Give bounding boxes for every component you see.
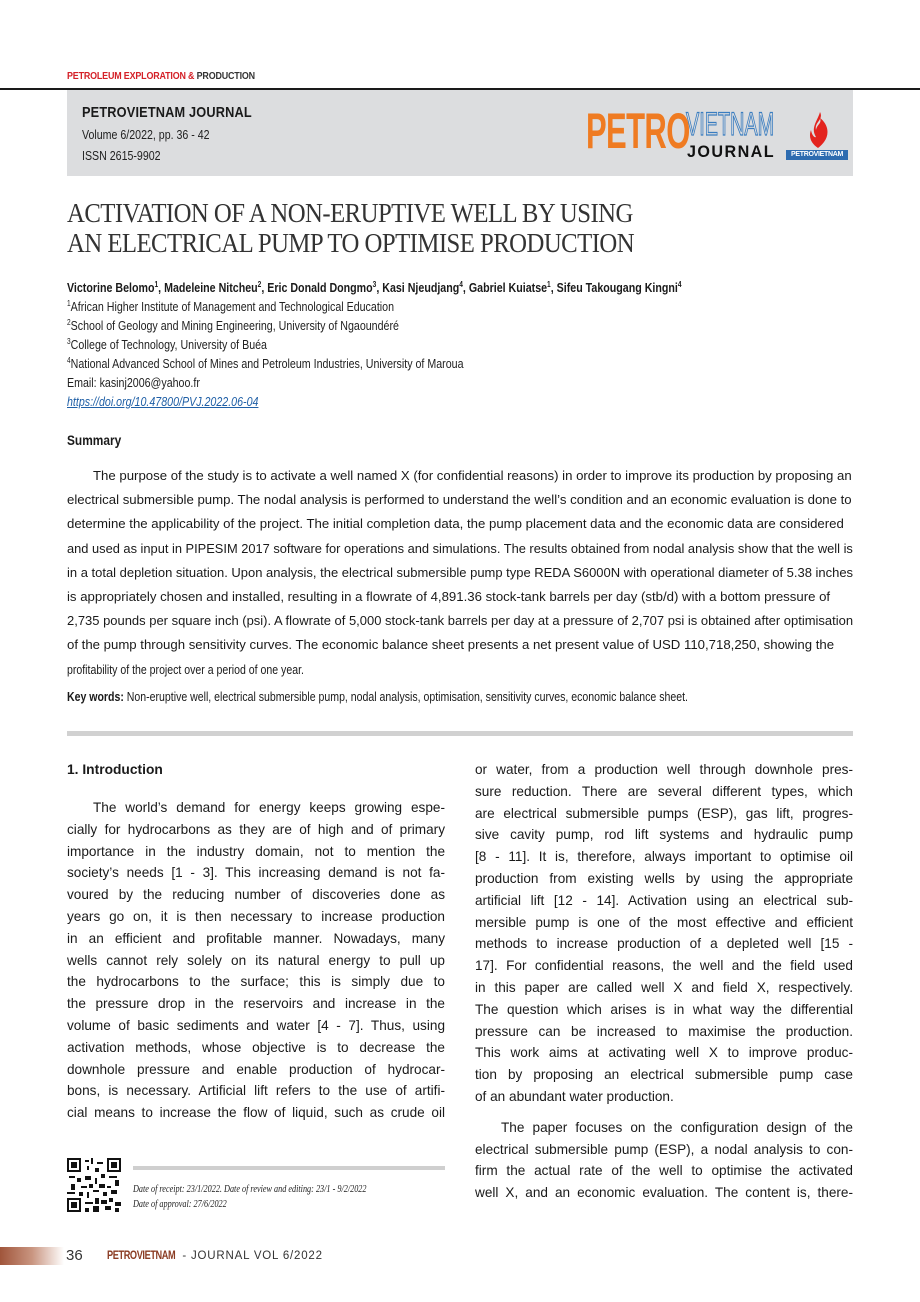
right-column (475, 759, 853, 1204)
body-line: cial means to increase the flow of liquid, such as crude oil (67, 1105, 445, 1121)
affiliation (67, 299, 394, 314)
body-line: This work aims at activating well X to improve produc- (475, 1045, 853, 1061)
body-line: mersible pump is one of the most effective and efficient (475, 914, 853, 930)
body-line: sure reduction. There are several different types, which (475, 783, 853, 799)
summary-line: of the pump through sensitivity curves. The economic balance sheet presents a net present value of USD 110,718,250, showing the (67, 637, 835, 653)
body-line: activation methods, whose objective is to decrease the (67, 1039, 445, 1055)
body-line: years go on, it is then necessary to increase production (67, 908, 445, 924)
body-line: artificial lift [12 - 14]. Activation using an electrical sub- (475, 892, 853, 908)
keywords (67, 689, 688, 704)
summary-line: electrical submersible pump. The nodal analysis is performed to understand the well’s condition and an economic evaluation is done to (67, 492, 852, 508)
body-line: The paper focuses on the configuration design of the (501, 1119, 853, 1135)
body-line: volume of basic sediments and water [4 - 7]. Thus, using (67, 1017, 445, 1033)
article-title (67, 198, 634, 258)
author-affiliation-mark: 1 (547, 280, 551, 289)
body-line: society’s needs [1 - 3]. This increasing demand is not fa- (67, 865, 445, 881)
body-line: methods to increase production of a depleted well [15 - (475, 936, 853, 952)
affiliation-number: 3 (67, 337, 71, 346)
summary-line: is appropriately chosen and installed, resulting in a flowrate of 4,891.36 stock-tank barrels per day (stb/d) with a bottom pressure of (67, 589, 831, 605)
affiliation-text: National Advanced School of Mines and Petroleum Industries, University of Maroua (70, 356, 464, 371)
body-line: wells cannot rely solely on its natural energy to pull up (67, 952, 445, 968)
author-name: Eric Donald Dongmo (267, 280, 373, 295)
footer-journal-text: - JOURNAL VOL 6/2022 (178, 1250, 323, 1262)
author-name: Sifeu Takougang Kingni (556, 280, 678, 295)
author-affiliation-mark: 3 (372, 280, 377, 289)
summary-line: determine the applicability of the project. The initial completion data, the pump placement data and the economic data are considered (67, 516, 844, 532)
author-affiliation-mark: 1 (154, 280, 159, 289)
summary-line: and used as input in PIPESIM 2017 software for operations and simulations. The results obtained from nodal analysis show that the well is (67, 540, 853, 556)
body-line: voured by the reducing number of discoveries done as (67, 887, 445, 903)
body-line: bons, is necessary. Artificial lift refers to the use of artifi- (67, 1083, 445, 1099)
body-line: cially for hydrocarbons as they are of high and of primary (67, 821, 445, 837)
affiliation-text: School of Geology and Mining Engineering, University of Ngaoundéré (70, 318, 399, 333)
article-title-line-1: ACTIVATION OF A NON-ERUPTIVE WELL BY USING (67, 197, 633, 228)
keywords-text: Non-eruptive well, electrical submersible pump, nodal analysis, optimisation, sensitivity curves, economic balance sheet. (123, 689, 688, 704)
affiliation-number: 4 (67, 356, 71, 365)
affiliation-number: 1 (67, 299, 71, 308)
introduction-heading: 1. Introduction (67, 762, 163, 777)
body-line: electrical submersible pump (ESP), a nodal analysis to con- (475, 1141, 853, 1157)
summary-line: The purpose of the study is to activate a well named X (for confidential reasons) in order to improve its production by proposing an (93, 468, 852, 483)
body-line: The question which arises is in what way the differential (475, 1001, 853, 1017)
body-line: The world’s demand for energy keeps growing espe- (93, 800, 445, 815)
body-line: tion by proposing an electrical submersible pump case (475, 1067, 853, 1083)
body-line: [8 - 11]. It is, therefore, always important to optimise oil (475, 849, 853, 865)
affiliation (67, 337, 267, 352)
body-line: the pressure drop in the reservoirs and increase in the (67, 996, 445, 1012)
author-email[interactable]: Email: kasinj2006@yahoo.fr (67, 375, 200, 390)
affiliation-text: College of Technology, University of Buéa (70, 337, 267, 352)
page-number-gradient-bar (0, 1247, 64, 1265)
body-line: pressure can be increased to maximise the production. (475, 1023, 853, 1039)
affiliation-number: 2 (67, 318, 71, 327)
body-line: production from existing wells by using the appropriate (475, 870, 853, 886)
logo-vietnam-text: VIETNAM (686, 106, 775, 142)
summary-line: profitability of the project over a period of one year. (67, 661, 304, 677)
affiliation (67, 356, 464, 371)
author-name: Victorine Belomo (67, 280, 155, 295)
petrovietnam-journal-logo (586, 104, 852, 166)
summary-line: in a total depletion situation. Upon analysis, the electrical submersible pump type REDA S6000N with operational diameter of 5.38 inches (67, 564, 854, 580)
body-line: importance in the industry domain, not to mention the (67, 843, 445, 859)
journal-volume: Volume 6/2022, pp. 36 - 42 (82, 128, 210, 142)
page-number: 36 (66, 1247, 83, 1264)
author-list: Victorine Belomo$^1$, Madeleine Nitcheu$^2$, Eric Donald Dongmo$^3$, Kasi Njeudjang$^4$, Gabriel Kuiatse$^1$, Sifeu Takougang Kingni$^4$ (67, 280, 682, 295)
article-title-line-2: AN ELECTRICAL PUMP TO OPTIMISE PRODUCTION (67, 227, 635, 258)
doi-link-text[interactable]: https://doi.org/10.47800/PVJ.2022.06-04 (67, 394, 259, 409)
doi-link[interactable] (67, 394, 258, 409)
body-line: the hydrocarbons to the surface; this is simply due to (67, 974, 445, 990)
body-line: firm the actual rate of the well to optimise the activated (475, 1163, 853, 1179)
keywords-label: Key words: (67, 689, 124, 704)
affiliation-text: African Higher Institute of Management and Technological Education (70, 299, 395, 314)
left-column (67, 797, 445, 1124)
footer-journal-label (107, 1250, 323, 1262)
author-affiliation-mark: 2 (257, 280, 262, 289)
body-line: of an abundant water production. (475, 1088, 674, 1104)
logo-journal-text: JOURNAL (687, 142, 776, 161)
summary-heading: Summary (67, 432, 122, 448)
logo-petro-text: PETRO (586, 103, 690, 159)
logo-petrovietnam-badge: PETROVIETNAM (786, 150, 848, 160)
body-line: in this paper are called well X and field X, respectively. (475, 979, 853, 995)
journal-issn: ISSN 2615-9902 (82, 149, 161, 163)
dates-divider (133, 1166, 445, 1170)
date-of-approval: Date of approval: 27/6/2022 (133, 1199, 227, 1210)
body-line: in an efficient and profitable manner. Nowadays, many (67, 930, 445, 946)
section-divider (67, 731, 853, 736)
journal-name: PETROVIETNAM JOURNAL (82, 104, 252, 121)
summary-line: 2,735 pounds per square inch (psi). A flowrate of 5,000 stock-tank barrels per day at a pressure of 2,707 psi is obtained after optimisation (67, 613, 854, 629)
section-label (67, 70, 255, 82)
author-affiliation-mark: 4 (459, 280, 463, 289)
author-name: Kasi Njeudjang (382, 280, 460, 295)
section-label-primary: PETROLEUM EXPLORATION & (67, 70, 195, 82)
date-of-receipt: Date of receipt: 23/1/2022. Date of review and editing: 23/1 - 9/2/2022 (133, 1184, 367, 1195)
body-line: or water, from a production well through downhole pres- (475, 762, 853, 777)
flame-icon (804, 110, 834, 150)
paragraph-gap (475, 1108, 853, 1117)
footer-brand: PETROVIETNAM (107, 1250, 176, 1262)
section-label-secondary: PRODUCTION (196, 70, 255, 82)
summary-body (67, 464, 853, 682)
body-line: sive cavity pump, rod lift systems and hydraulic pump (475, 827, 853, 843)
body-line: downhole pressure and enable production of hydrocar- (67, 1061, 445, 1077)
body-line: well X, and an economic evaluation. The content is, there- (475, 1185, 853, 1201)
author-affiliation-mark: 4 (677, 280, 682, 289)
author-name: Madeleine Nitcheu (164, 280, 258, 295)
body-line: are electrical submersible pumps (ESP), gas lift, progres- (475, 805, 853, 821)
affiliation (67, 318, 399, 333)
author-name: Gabriel Kuiatse (468, 280, 548, 295)
qr-code-icon[interactable] (67, 1158, 121, 1212)
body-line: 17]. For confidential reasons, the well and the field used (475, 958, 853, 974)
